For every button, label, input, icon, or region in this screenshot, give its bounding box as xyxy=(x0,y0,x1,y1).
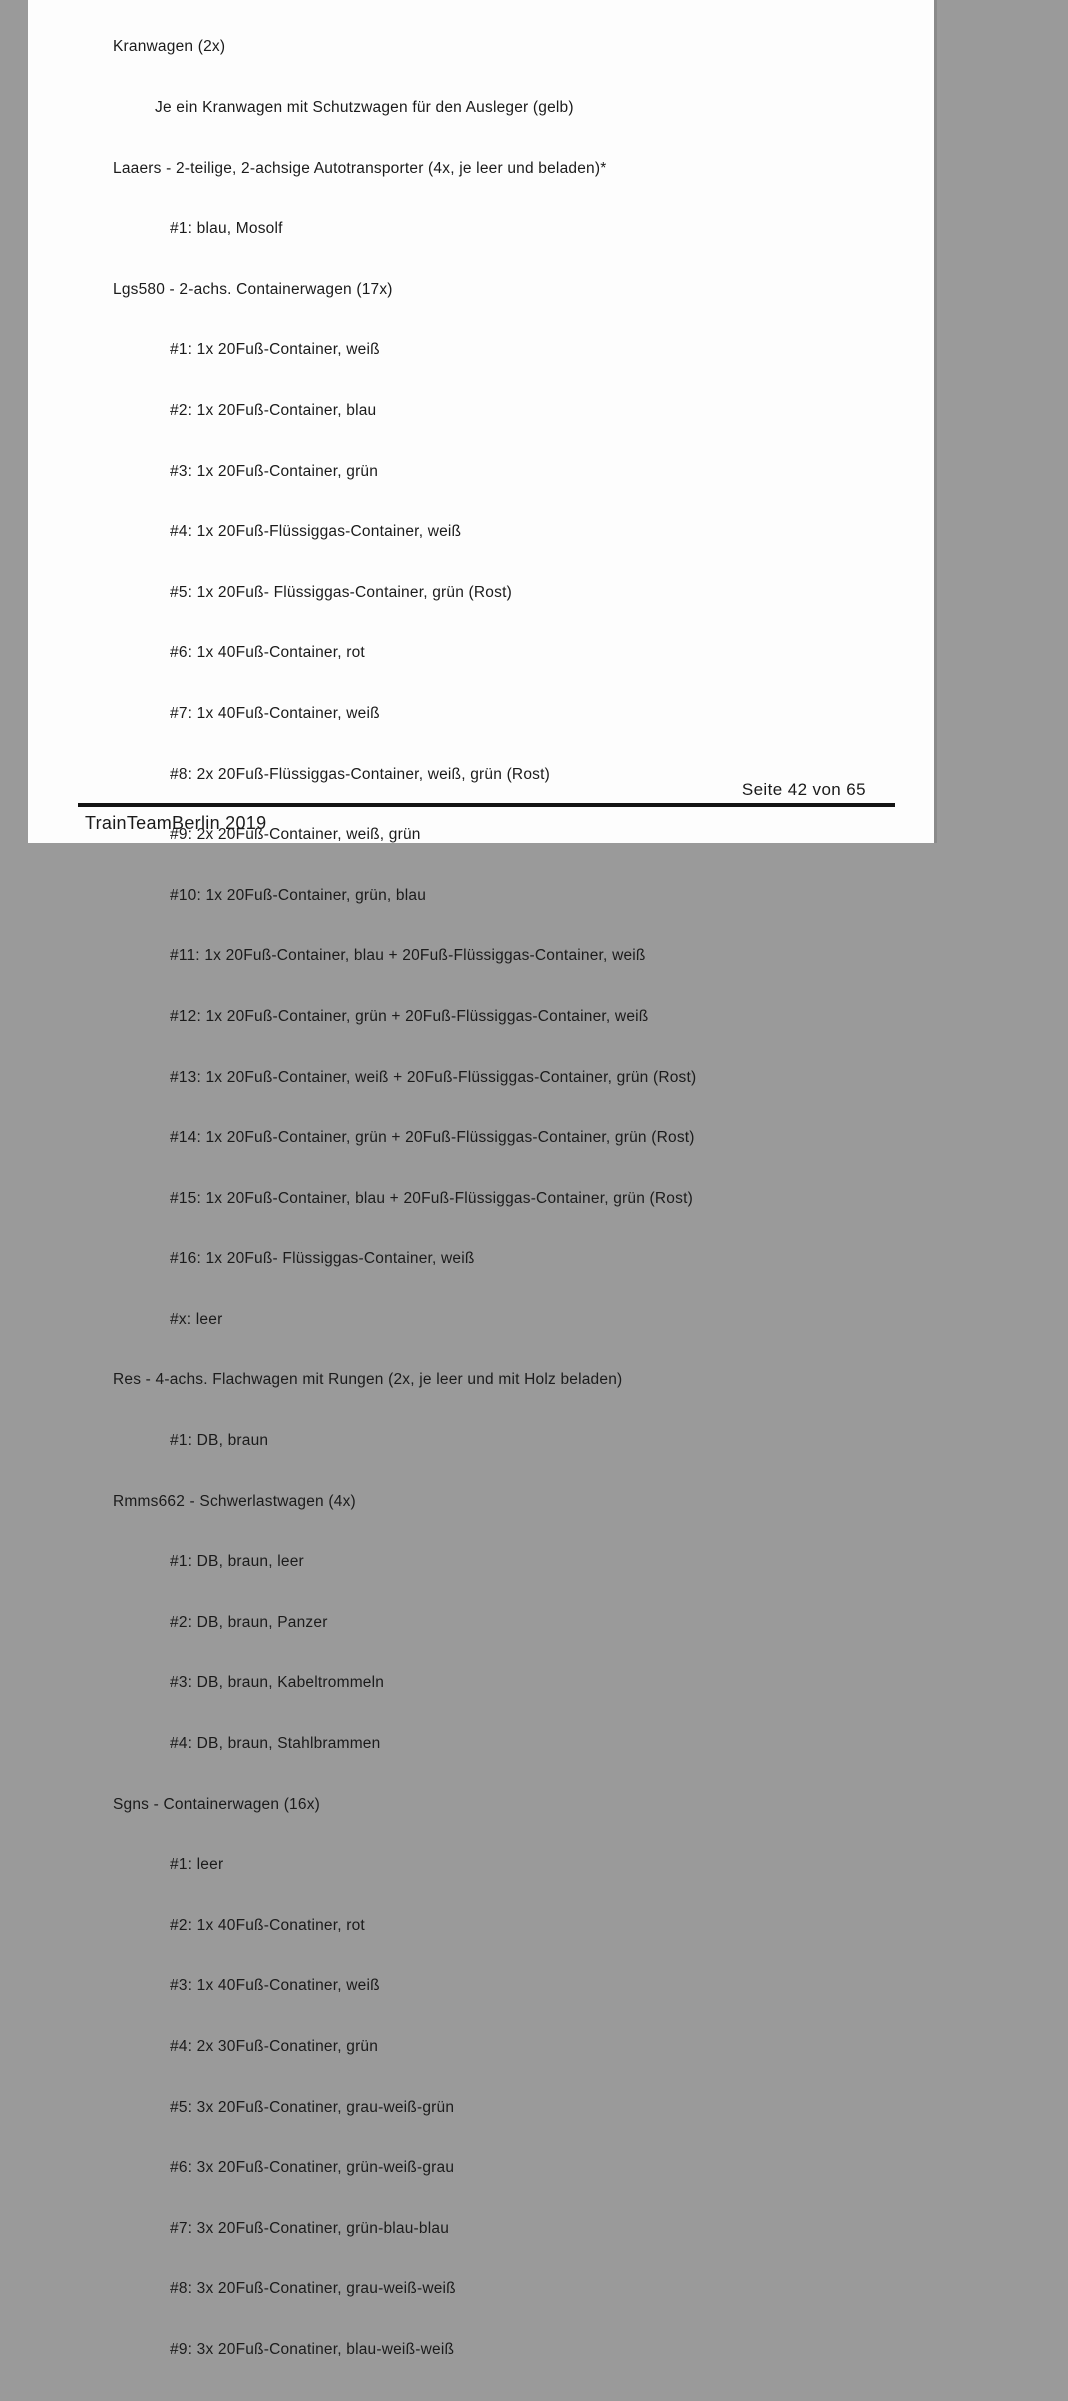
wagon-item: #12: 1x 20Fuß-Container, grün + 20Fuß-Flüssiggas-Container, weiß xyxy=(170,1007,649,1025)
wagon-group-title: Laaers - 2-teilige, 2-achsige Autotransporter (4x, je leer und beladen)* xyxy=(113,159,607,177)
footer-divider-rule xyxy=(78,803,895,807)
wagon-item: Je ein Kranwagen mit Schutzwagen für den Ausleger (gelb) xyxy=(155,99,574,116)
wagon-item: #5: 1x 20Fuß- Flüssiggas-Container, grün (Rost) xyxy=(170,583,512,601)
wagon-group-title: Lgs580 - 2-achs. Containerwagen (17x) xyxy=(113,280,393,298)
wagon-item: #1: 1x 20Fuß-Container, weiß xyxy=(170,341,380,359)
footer-brand-text: TrainTeamBerlin 2019 xyxy=(85,813,267,833)
wagon-item: #15: 1x 20Fuß-Container, blau + 20Fuß-Flüssiggas-Container, grün (Rost) xyxy=(170,1189,693,1207)
wagon-group-title: Kranwagen (2x) xyxy=(113,38,226,56)
wagon-item: #8: 3x 20Fuß-Conatiner, grau-weiß-weiß xyxy=(170,2280,456,2298)
wagon-group-title: Sgns - Containerwagen (16x) xyxy=(113,1795,321,1813)
wagon-item: #4: 1x 20Fuß-Flüssiggas-Container, weiß xyxy=(170,523,462,541)
document-page xyxy=(28,0,934,2358)
wagon-item: #13: 1x 20Fuß-Container, weiß + 20Fuß-Flüssiggas-Container, grün (Rost) xyxy=(170,1068,697,1086)
wagon-item: #2: 1x 40Fuß-Conatiner, rot xyxy=(170,1916,365,1934)
wagon-item: #2: 1x 20Fuß-Container, blau xyxy=(170,401,377,419)
wagon-item: #4: 2x 30Fuß-Conatiner, grün xyxy=(170,2038,379,2055)
wagon-item: #1: DB, braun, leer xyxy=(170,1553,304,1571)
wagon-item: #1: DB, braun xyxy=(170,1432,269,1450)
wagon-item: #x: leer xyxy=(170,1310,223,1328)
wagon-item: #3: 1x 40Fuß-Conatiner, weiß xyxy=(170,1977,380,1995)
wagon-item: #7: 3x 20Fuß-Conatiner, grün-blau-blau xyxy=(170,2219,450,2237)
wagon-item: #10: 1x 20Fuß-Container, grün, blau xyxy=(170,886,427,904)
wagon-item: #3: 1x 20Fuß-Container, grün xyxy=(170,462,379,480)
wagon-item: #9: 2x 20Fuß-Container, weiß, grün xyxy=(170,826,421,844)
wagon-item: #6: 3x 20Fuß-Conatiner, grün-weiß-grau xyxy=(170,2159,455,2177)
wagon-item: #2: DB, braun, Panzer xyxy=(170,1613,328,1631)
wagon-item: #11: 1x 20Fuß-Container, blau + 20Fuß-Flüssiggas-Container, weiß xyxy=(170,947,646,965)
wagon-item: #5: 3x 20Fuß-Conatiner, grau-weiß-grün xyxy=(170,2098,455,2116)
wagon-item: #1: blau, Mosolf xyxy=(170,220,283,238)
wagon-item: #4: DB, braun, Stahlbrammen xyxy=(170,1735,381,1753)
wagon-item: #9: 3x 20Fuß-Conatiner, blau-weiß-weiß xyxy=(170,2340,455,2358)
wagon-item: #7: 1x 40Fuß-Container, weiß xyxy=(170,704,380,722)
wagon-group-title: Rmms662 - Schwerlastwagen (4x) xyxy=(113,1492,356,1510)
page-edge-shadow xyxy=(934,0,937,843)
wagon-item: #1: leer xyxy=(170,1856,224,1874)
wagon-item: #8: 2x 20Fuß-Flüssiggas-Container, weiß, grün (Rost) xyxy=(170,765,550,783)
wagon-item: #14: 1x 20Fuß-Container, grün + 20Fuß-Flüssiggas-Container, grün (Rost) xyxy=(170,1129,695,1147)
page-number-indicator: Seite 42 von 65 xyxy=(741,780,866,799)
wagon-group-title: Res - 4-achs. Flachwagen mit Rungen (2x, je leer und mit Holz beladen) xyxy=(113,1371,623,1389)
wagon-item: #16: 1x 20Fuß- Flüssiggas-Container, weiß xyxy=(170,1250,475,1268)
wagon-item: #3: DB, braun, Kabeltrommeln xyxy=(170,1674,385,1692)
wagon-list xyxy=(28,0,934,2401)
wagon-item: #6: 1x 40Fuß-Container, rot xyxy=(170,644,365,662)
